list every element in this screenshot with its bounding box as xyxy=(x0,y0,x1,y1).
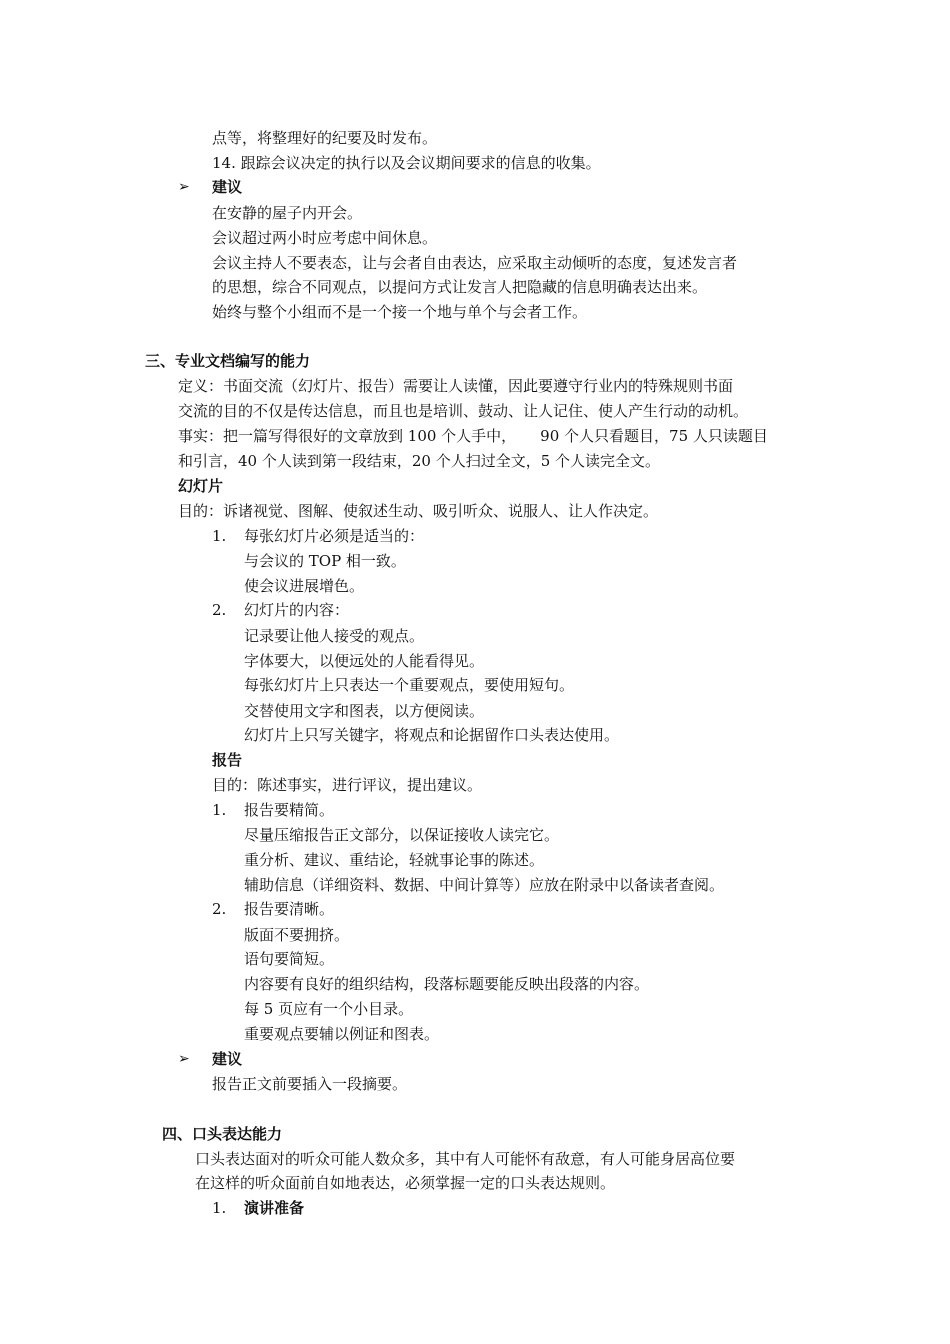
arrow-bullet-icon: ➢ xyxy=(178,179,190,195)
text-line xyxy=(178,426,768,446)
text-line: 版面不要拥挤。 xyxy=(244,926,350,944)
text-fragment: 事实：把一篇写得很好的文章放到 100 个人手中， xyxy=(178,427,517,445)
numbered-item xyxy=(212,899,334,919)
text-line: 幻灯片上只写关键字，将观点和论据留作口头表达使用。 xyxy=(244,726,620,744)
subheading-report: 报告 xyxy=(212,751,243,769)
text-line: 在这样的听众面前自如地表达，必须掌握一定的口头表达规则。 xyxy=(195,1174,616,1192)
arrow-bullet-icon: ➢ xyxy=(178,1051,190,1067)
numbered-item xyxy=(212,1198,304,1218)
item-number: 1. xyxy=(212,801,227,819)
text-line: 语句要简短。 xyxy=(244,950,335,968)
text-line: 始终与整个小组而不是一个接一个地与单个与会者工作。 xyxy=(212,303,588,321)
text-line: 的思想，综合不同观点，以提问方式让发言人把隐藏的信息明确表达出来。 xyxy=(212,278,708,296)
item-number: 1. xyxy=(212,1199,227,1217)
text-line: 报告正文前要插入一段摘要。 xyxy=(212,1075,408,1093)
item-number: 2. xyxy=(212,601,227,619)
item-text: 每张幻灯片必须是适当的： xyxy=(244,527,425,545)
text-line: 目的：诉诸视觉、图解、使叙述生动、吸引听众、说服人、让人作决定。 xyxy=(178,502,659,520)
section-title-4: 四、口头表达能力 xyxy=(162,1125,283,1143)
text-fragment: 90 个人只看题目，75 人只读题目 xyxy=(540,427,768,445)
text-line: 14. 跟踪会议决定的执行以及会议期间要求的信息的收集。 xyxy=(212,154,601,172)
section-subheading-advice: 建议 xyxy=(212,1050,243,1068)
text-line: 重分析、建议、重结论，轻就事论事的陈述。 xyxy=(244,851,545,869)
text-line: 记录要让他人接受的观点。 xyxy=(244,627,425,645)
section-title-3: 三、专业文档编写的能力 xyxy=(145,352,311,370)
subheading-slides: 幻灯片 xyxy=(178,477,224,495)
item-text: 报告要清晰。 xyxy=(244,900,335,918)
item-text: 报告要精简。 xyxy=(244,801,335,819)
item-number: 1. xyxy=(212,527,227,545)
text-line: 和引言，40 个人读到第一段结束，20 个人扫过全文，5 个人读完全文。 xyxy=(178,452,661,470)
text-line: 交流的目的不仅是传达信息，而且也是培训、鼓动、让人记住、使人产生行动的动机。 xyxy=(178,402,749,420)
text-line: 尽量压缩报告正文部分，以保证接收人读完它。 xyxy=(244,826,560,844)
text-line: 定义：书面交流（幻灯片、报告）需要让人读懂，因此要遵守行业内的特殊规则书面 xyxy=(178,377,734,395)
text-line: 点等，将整理好的纪要及时发布。 xyxy=(212,129,438,147)
text-line: 每张幻灯片上只表达一个重要观点，要使用短句。 xyxy=(244,676,575,694)
text-line: 会议超过两小时应考虑中间休息。 xyxy=(212,229,438,247)
text-line: 内容要有良好的组织结构，段落标题要能反映出段落的内容。 xyxy=(244,975,650,993)
item-number: 2. xyxy=(212,900,227,918)
text-line: 口头表达面对的听众可能人数众多，其中有人可能怀有敌意，有人可能身居高位要 xyxy=(195,1150,736,1168)
numbered-item xyxy=(212,600,349,620)
text-line: 会议主持人不要表态，让与会者自由表达，应采取主动倾听的态度，复述发言者 xyxy=(212,254,738,272)
text-line: 字体要大，以便远处的人能看得见。 xyxy=(244,652,485,670)
text-line: 使会议进展增色。 xyxy=(244,577,365,595)
item-heading: 演讲准备 xyxy=(244,1199,305,1217)
text-line: 重要观点要辅以例证和图表。 xyxy=(244,1025,440,1043)
item-text: 幻灯片的内容： xyxy=(244,601,350,619)
section-subheading-advice: 建议 xyxy=(212,178,243,196)
numbered-item xyxy=(212,526,424,546)
text-line: 交替使用文字和图表，以方便阅读。 xyxy=(244,702,485,720)
text-line: 在安静的屋子内开会。 xyxy=(212,204,363,222)
text-line: 每 5 页应有一个小目录。 xyxy=(244,1000,414,1018)
numbered-item xyxy=(212,800,334,820)
text-line: 目的：陈述事实，进行评议，提出建议。 xyxy=(212,776,483,794)
text-line: 辅助信息（详细资料、数据、中间计算等）应放在附录中以备读者查阅。 xyxy=(244,876,725,894)
text-line: 与会议的 TOP 相一致。 xyxy=(244,552,406,570)
